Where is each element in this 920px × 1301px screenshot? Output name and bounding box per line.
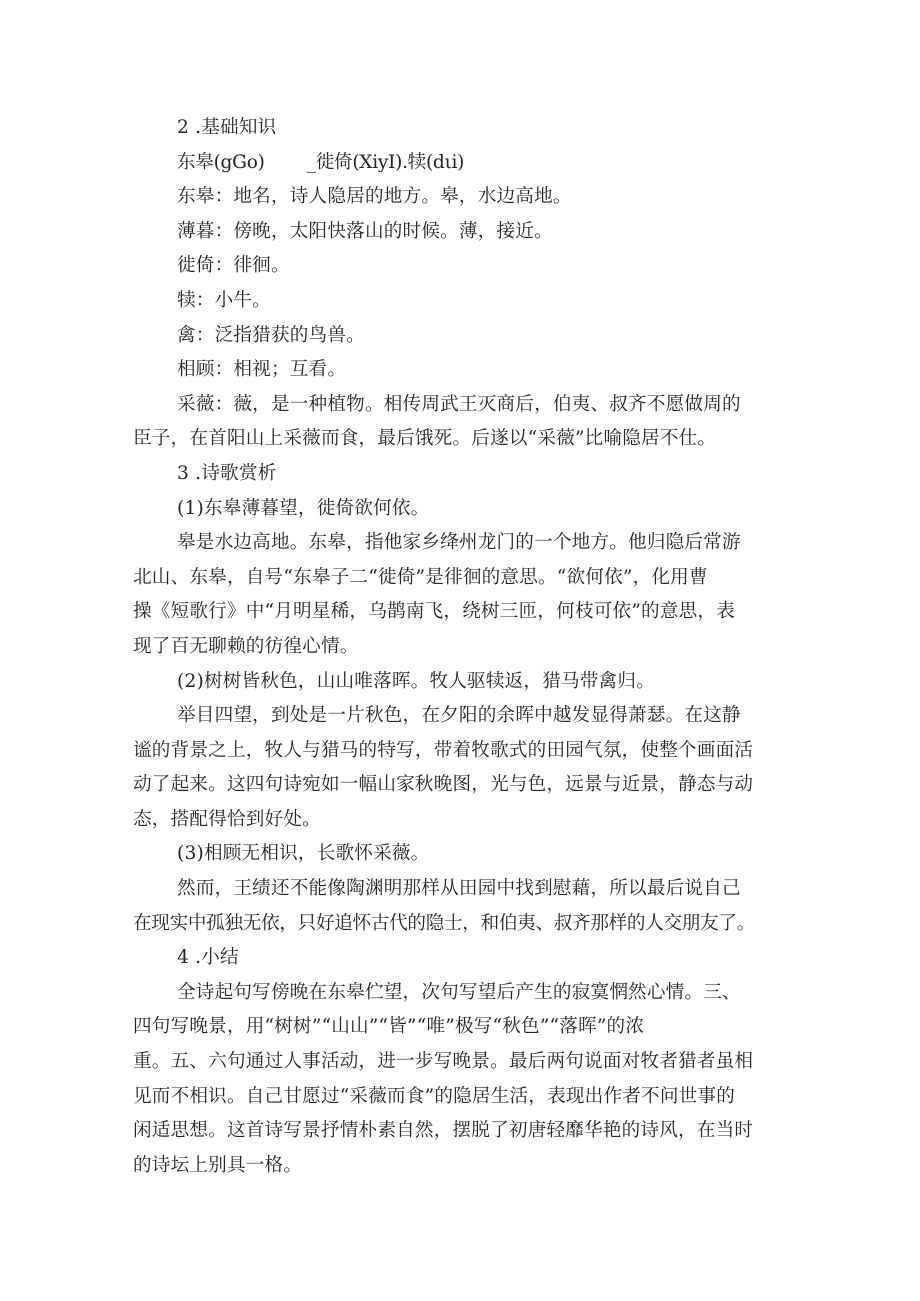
section-heading-appreciation: 3 .诗歌赏析 bbox=[177, 462, 277, 484]
verse-line-2: (2)树树皆秋色，山山唯落晖。牧人驱犊返，猎马带禽归。 bbox=[177, 670, 655, 692]
summary-paragraph: 见而不相识。自己甘愿过“采薇而食”的隐居生活，表现出作者不问世事的 bbox=[133, 1085, 736, 1107]
summary-paragraph: 重。五、六句通过人事活动，进一步写晚景。最后两句说面对牧者猎者虽相 bbox=[133, 1051, 754, 1073]
analysis-paragraph: 皋是水边高地。东皋，指他家乡绛州龙门的一个地方。他归隐后常游 bbox=[177, 532, 741, 554]
definition-donggao: 东皋：地名，诗人隐居的地方。皋，水边高地。 bbox=[177, 186, 572, 208]
definition-bomu: 薄暮：傍晚，太阳快落山的时候。薄，接近。 bbox=[177, 220, 553, 242]
analysis-paragraph: 操《短歌行》中“月明星稀，乌鹊南飞，绕树三匝，何枝可依”的意思，表 bbox=[133, 601, 736, 623]
definition-caiwei-cont: 臣子，在首阳山上采薇而食，最后饿死。后遂以“采薇”比喻隐居不仕。 bbox=[133, 428, 717, 450]
analysis-paragraph: 态，搭配得恰到好处。 bbox=[133, 808, 321, 830]
definition-caiwei: 采薇：薇，是一种植物。相传周武王灭商后，伯夷、叔齐不愿做周的 bbox=[177, 393, 741, 415]
analysis-paragraph: 北山、东皋，自号“东皋子二“徙倚”是徘徊的意思。“欲何依”，化用曹 bbox=[133, 566, 708, 588]
analysis-paragraph: 在现实中孤独无依，只好追怀古代的隐士，和伯夷、叔齐那样的人交朋友了。 bbox=[133, 912, 755, 934]
verse-line-1: (1)东皋薄暮望，徙倚欲何依。 bbox=[177, 497, 430, 519]
pronunciation-line: 东皋(gGo) _徙倚(XiyI).犊(dιi) bbox=[177, 151, 465, 173]
verse-line-3: (3)相顾无相识，长歌怀采薇。 bbox=[177, 843, 430, 865]
analysis-paragraph: 谧的背景之上，牧人与猎马的特写，带着牧歌式的田园气氛，使整个画面活 bbox=[133, 739, 754, 761]
summary-paragraph: 四句写晚景，用“树树”“山山”“皆”“唯”极写“秋色”“落晖”的浓 bbox=[133, 1016, 645, 1038]
analysis-paragraph: 现了百无聊赖的彷徨心情。 bbox=[133, 635, 359, 657]
section-heading-summary: 4 .小结 bbox=[177, 947, 239, 969]
summary-paragraph: 全诗起句写傍晚在东皋伫望，次句写望后产生的寂寞惘然心情。三、 bbox=[177, 981, 741, 1003]
analysis-paragraph: 然而，王绩还不能像陶渊明那样从田园中找到慰藉，所以最后说自己 bbox=[177, 878, 741, 900]
analysis-paragraph: 动了起来。这四句诗宛如一幅山家秋晚图，光与色，远景与近景，静态与动 bbox=[133, 774, 754, 796]
summary-paragraph: 闲适思想。这首诗写景抒情朴素自然，摆脱了初唐轻靡华艳的诗风，在当时 bbox=[133, 1120, 754, 1142]
document-body bbox=[133, 111, 793, 1183]
definition-xianggu: 相顾：相视；互看。 bbox=[177, 359, 347, 381]
definition-xiyi: 徙倚：徘徊。 bbox=[177, 255, 290, 277]
definition-qin: 禽：泛指猎获的鸟兽。 bbox=[177, 324, 365, 346]
section-heading-basics: 2 .基础知识 bbox=[177, 117, 277, 138]
analysis-paragraph: 举目四望，到处是一片秋色，在夕阳的余晖中越发显得萧瑟。在这静 bbox=[177, 705, 741, 727]
definition-du: 犊：小牛。 bbox=[177, 289, 271, 311]
summary-paragraph: 的诗坛上别具一格。 bbox=[133, 1154, 303, 1176]
